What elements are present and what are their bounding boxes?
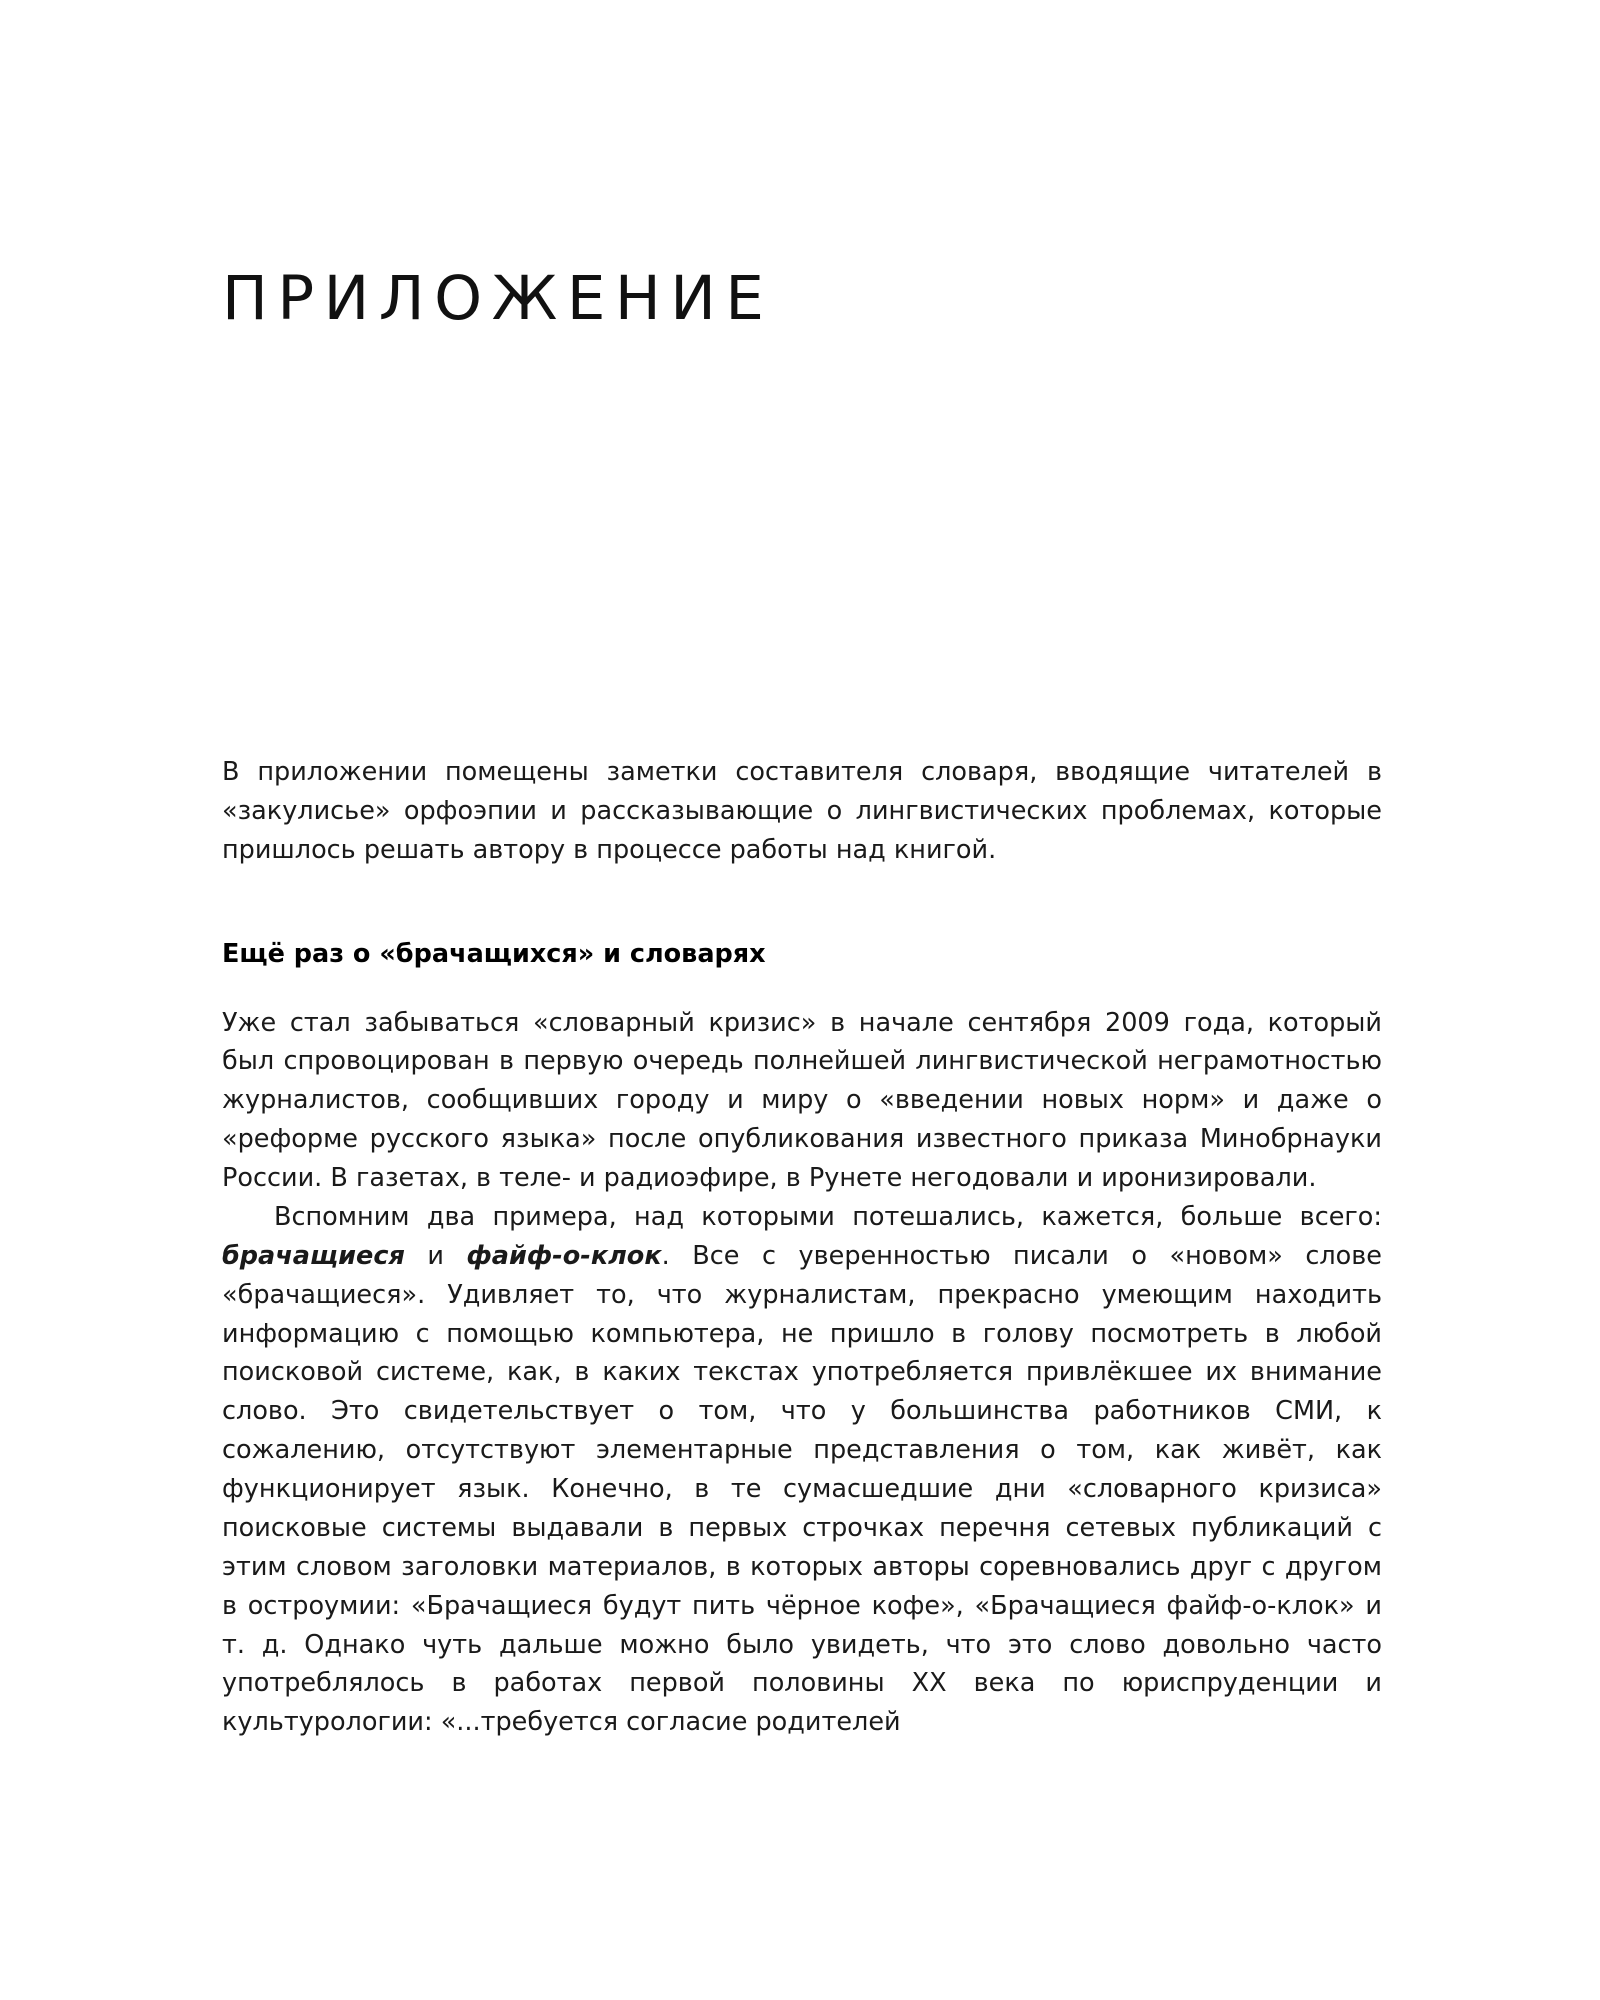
section-paragraph-1: Уже стал забываться «словарный кризис» в начале сентября 2009 года, который был спровоцирован в первую очередь полнейшей лингвистической неграмотностью журналистов, сообщивших городу и миру о «введении новых норм» и даже о «реформе русского языка» после опубликования известного приказа Минобрнауки России. В газетах, в теле- и радиоэфире, в Рунете негодовали и иронизировали. xyxy=(222,1007,1382,1193)
intro-paragraph: В приложении помещены заметки составителя словаря, вводящие читателей в «закулисье» орфоэпии и рассказывающие о лингвистических проблемах, которые пришлось решать автору в процессе работы над книгой. xyxy=(222,757,1382,865)
page-content xyxy=(222,0,1382,1742)
paragraph-2-text-b: и xyxy=(404,1240,467,1271)
page-title: ПРИЛОЖЕНИЕ xyxy=(222,263,774,334)
paragraph-2-text-a: Вспомним два примера, над которыми потешались, кажется, больше всего: xyxy=(274,1201,1382,1232)
term-fayf-o-klok: файф-о-клок xyxy=(466,1240,662,1271)
paragraph-2-text-c: . Все с уверенностью писали о «новом» слове «брачащиеся». Удивляет то, что журналистам, прекрасно умеющим находить информацию с помощью компьютера, не пришло в голову посмотреть в любой поисковой системе, как, в каких текстах употребляется привлёкшее их внимание слово. Это свидетельствует о том, что у большинства работников СМИ, к сожалению, отсутствуют элементарные представления о том, как живёт, как функционирует язык. Конечно, в те сумасшедшие дни «словарного кризиса» поисковые системы выдавали в первых строчках перечня сетевых публикаций с этим словом заголовки материалов, в которых авторы соревновались друг с другом в остроумии: «Брачащиеся будут пить чёрное кофе», «Брачащиеся файф-о-клок» и т. д. Однако чуть дальше можно было увидеть, что это слово довольно часто употреблялось в работах первой половины XX века по юриспруденции и культурологии: «...требуется согласие родителей xyxy=(222,1240,1382,1738)
section-paragraph-2 xyxy=(222,1198,1382,1742)
term-brachashchiesya: брачащиеся xyxy=(222,1240,405,1271)
section-heading: Ещё раз о «брачащихся» и словарях xyxy=(222,939,766,970)
